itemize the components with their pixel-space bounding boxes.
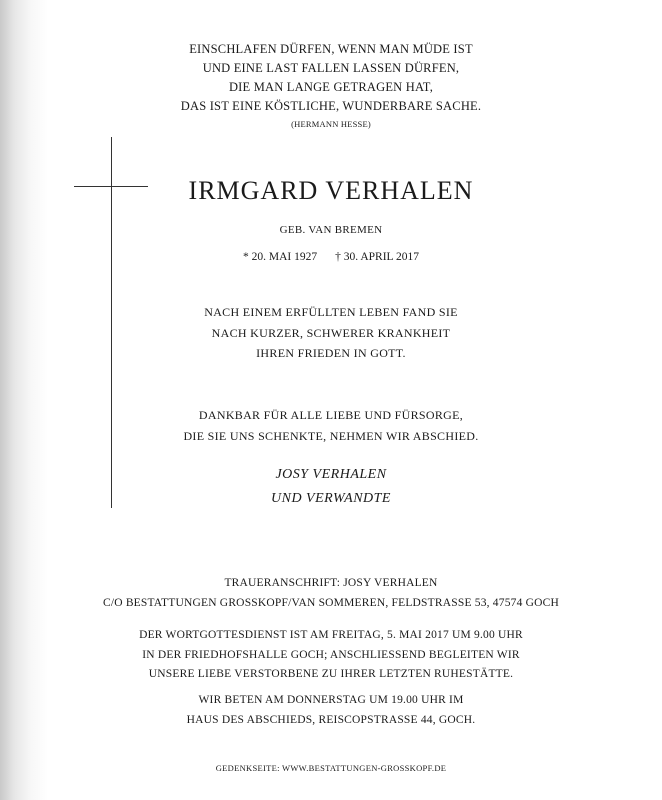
service-line: UNSERE LIEBE VERSTORBENE ZU IHRER LETZTEN RUHESTÄTTE.	[148, 668, 514, 680]
thanks-line: DIE SIE UNS SCHENKTE, NEHMEN WIR ABSCHIED.	[183, 428, 479, 443]
service-info	[0, 626, 662, 685]
signatory-line: JOSY VERHALEN	[275, 467, 387, 482]
mourning-address	[0, 573, 662, 613]
quote-line: DAS IST EINE KÖSTLICHE, WUNDERBARE SACHE.	[180, 99, 482, 113]
death-date: † 30. APRIL 2017	[335, 251, 420, 263]
memorial-website-link[interactable]: GEDENKSEITE: WWW.BESTATTUNGEN-GROSSKOPF.DE	[215, 763, 447, 773]
address-line: TRAUERANSCHRIFT: JOSY VERHALEN	[224, 577, 438, 589]
deceased-name: IRMGARD VERHALEN	[188, 176, 474, 205]
quote-line: UND EINE LAST FALLEN LASSEN DÜRFEN,	[202, 61, 460, 75]
service-line: DER WORTGOTTESDIENST IST AM FREITAG, 5. MAI 2017 UM 9.00 UHR	[139, 629, 523, 641]
maiden-name: GEB. VAN BREMEN	[279, 224, 383, 236]
thanks-block	[0, 405, 662, 446]
quote-block	[0, 40, 662, 131]
life-dates	[0, 251, 662, 263]
quote-line: DIE MAN LANGE GETRAGEN HAT,	[228, 80, 434, 94]
birth-date: * 20. MAI 1927	[242, 251, 318, 263]
service-line: IN DER FRIEDHOFSHALLE GOCH; ANSCHLIESSEND BEGLEITEN WIR	[142, 648, 520, 661]
message-line: NACH EINEM ERFÜLLTEN LEBEN FAND SIE	[204, 305, 458, 319]
signatories-block	[0, 463, 662, 511]
thanks-line: DANKBAR FÜR ALLE LIEBE UND FÜRSORGE,	[198, 408, 464, 422]
quote-author: (HERMANN HESSE)	[291, 119, 371, 129]
quote-line: EINSCHLAFEN DÜRFEN, WENN MAN MÜDE IST	[189, 42, 473, 56]
prayer-line: HAUS DES ABSCHIEDS, REISCOPSTRASSE 44, GOCH.	[186, 713, 476, 726]
message-line: IHREN FRIEDEN IN GOTT.	[256, 346, 406, 360]
address-line: C/O BESTATTUNGEN GROSSKOPF/VAN SOMMEREN, FELDSTRASSE 53, 47574 GOCH	[102, 597, 560, 609]
message-block	[0, 302, 662, 364]
signatory-line: UND VERWANDTE	[271, 491, 391, 506]
prayer-line: WIR BETEN AM DONNERSTAG UM 19.00 UHR IM	[198, 694, 464, 706]
prayer-info	[0, 691, 662, 730]
message-line: NACH KURZER, SCHWERER KRANKHEIT	[211, 325, 451, 340]
